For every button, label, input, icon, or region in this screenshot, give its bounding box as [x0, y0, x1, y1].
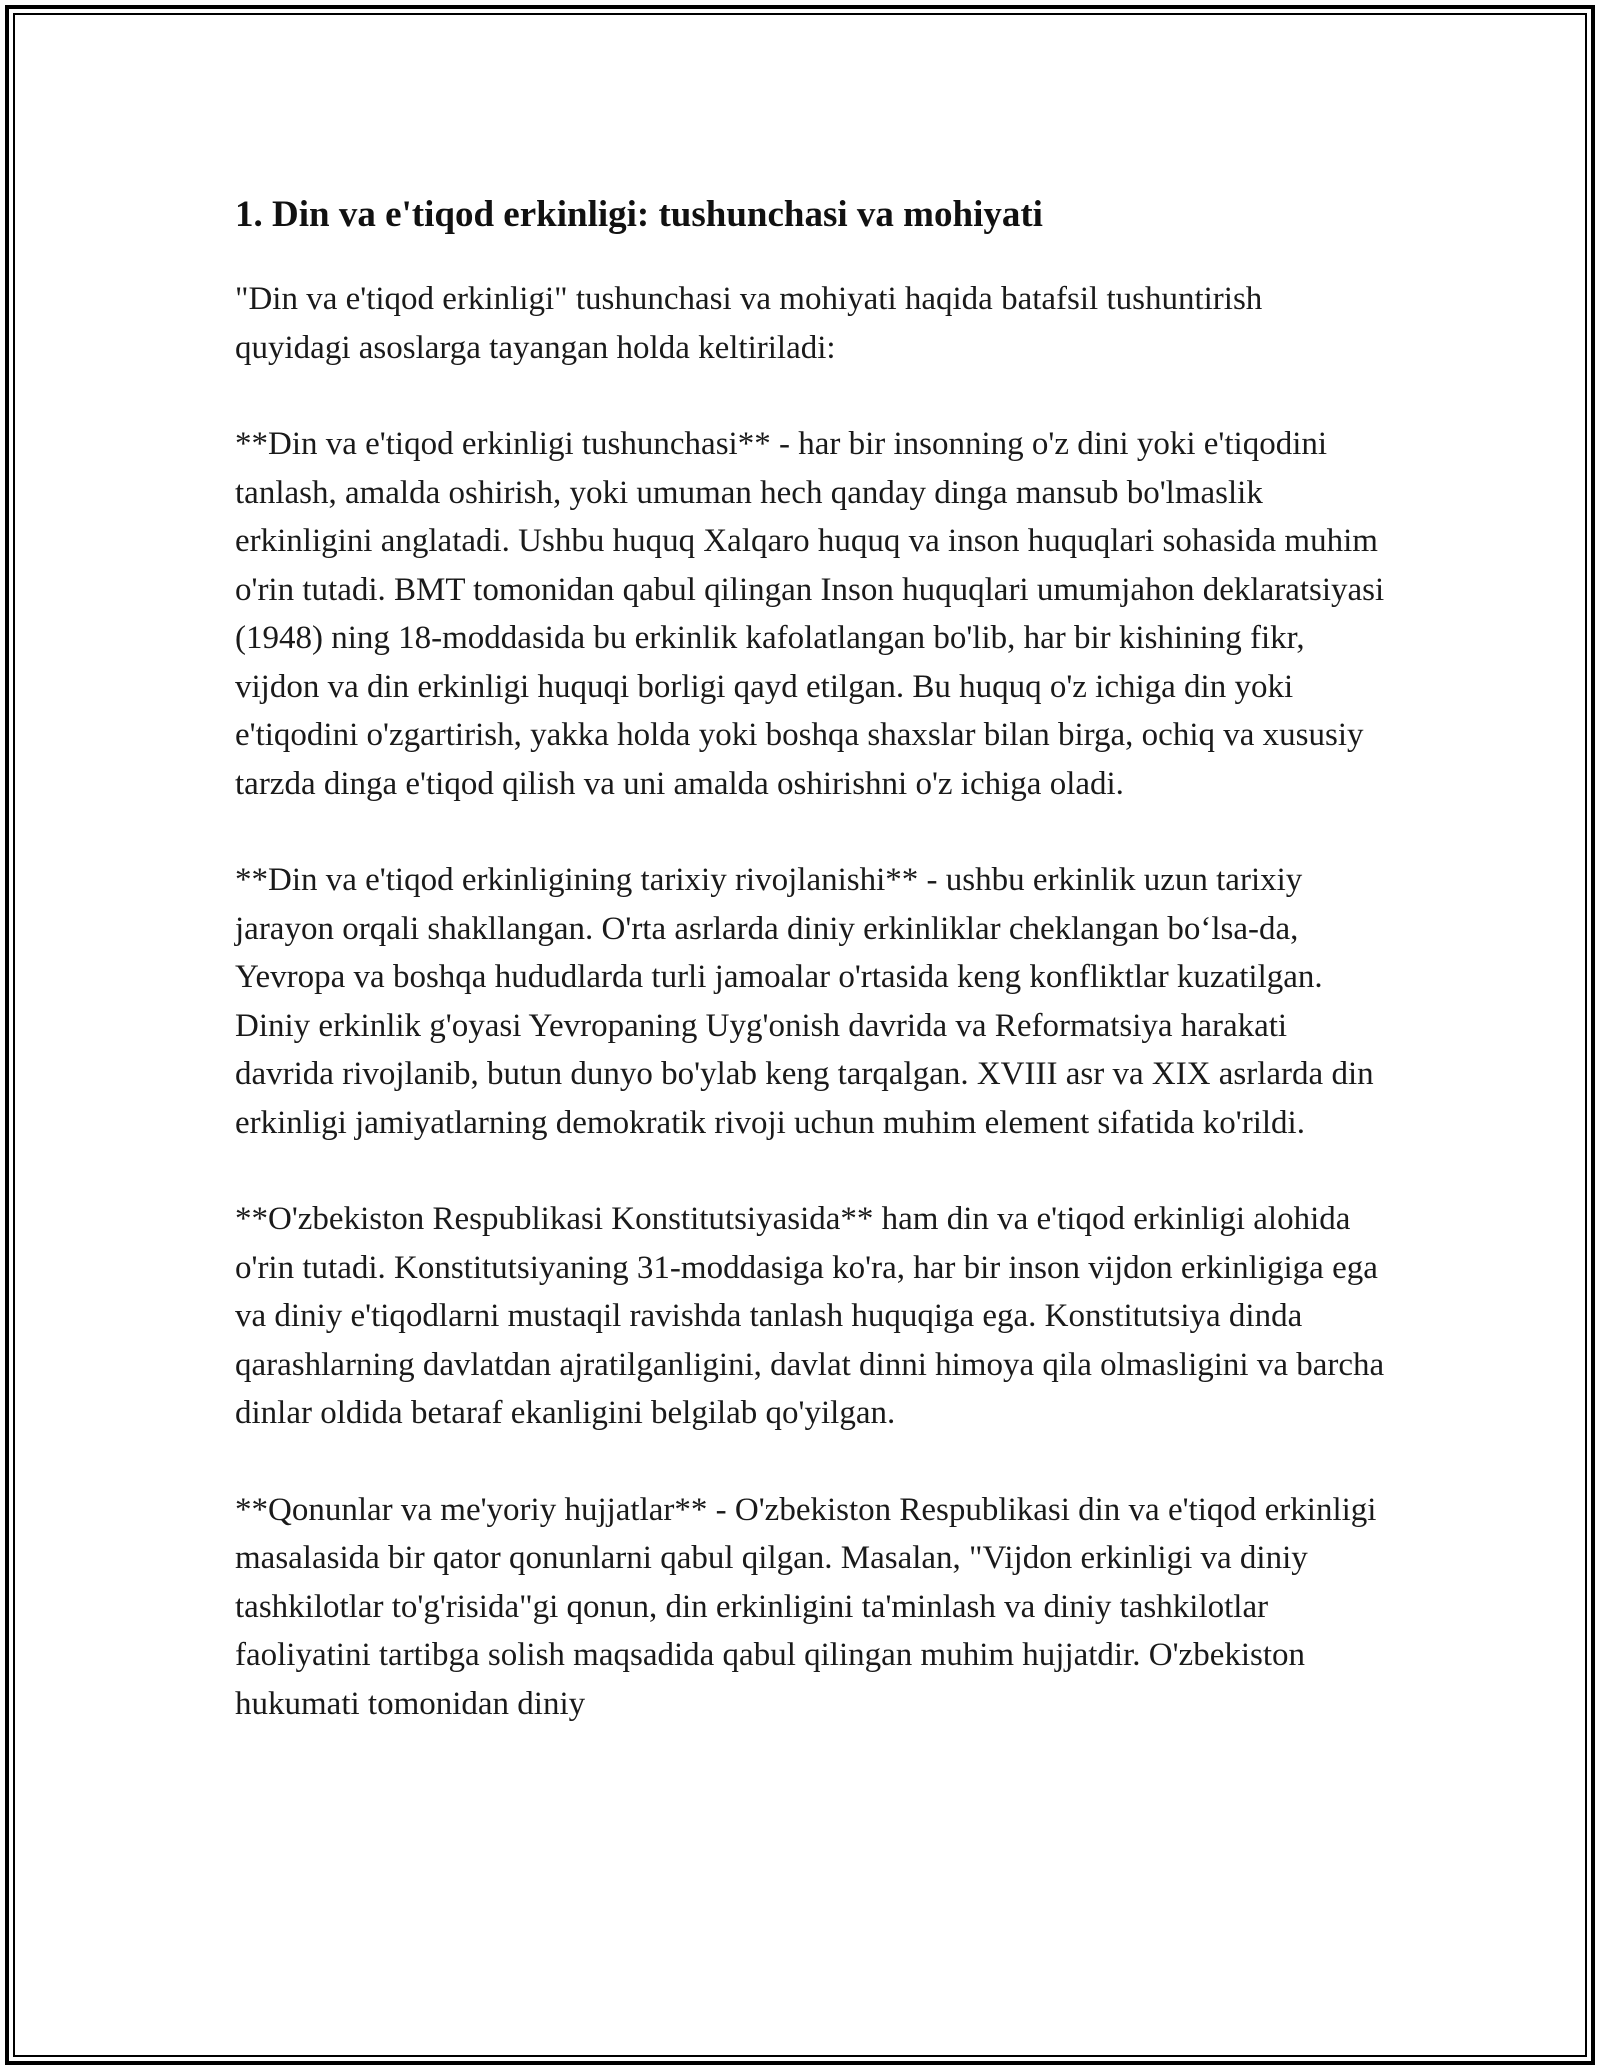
paragraph-constitution: **O'zbekiston Respublikasi Konstitutsiyasida** ham din va e'tiqod erkinligi alohida o'rin tutadi. Konstitutsiyaning 31-moddasiga ko'ra, har bir inson vijdon erkinligiga ega va diniy e'tiqodlarni mustaqil ravishda tanlash huquqiga ega. Konstitutsiya dinda qarashlarning davlatdan ajratilganligini, davlat dinni himoya qila olmasligini va barcha dinlar oldida betaraf ekanligini belgilab qo'yilgan. — [235, 1201, 1385, 1431]
section-heading: 1. Din va e'tiqod erkinligi: tushunchasi va mohiyati — [235, 194, 1043, 235]
paragraph-laws: **Qonunlar va me'yoriy hujjatlar** - O'zbekiston Respublikasi din va e'tiqod erkinligi masalasida bir qator qonunlarni qabul qilgan. Masalan, "Vijdon erkinligi va diniy tashkilotlar to'g'risida"gi qonun, din erkinligini ta'minlash va diniy tashkilotlar faoliyatini tartibga solish maqsadida qabul qilingan muhim hujjatdir. O'zbekiston hukumati tomonidan diniy — [235, 1491, 1377, 1722]
paragraph-history: **Din va e'tiqod erkinligining tarixiy rivojlanishi** - ushbu erkinlik uzun tarixiy jarayon orqali shakllangan. O'rta asrlarda diniy erkinliklar cheklangan bo‘lsa-da, Yevropa va boshqa hududlarda turli jamoalar o'rtasida keng konfliktlar kuzatilgan. Diniy erkinlik g'oyasi Yevropaning Uyg'onish davrida va Reformatsiya harakati davrida rivojlanib, butun dunyo bo'ylab keng tarqalgan. XVIII asr va XIX asrlarda din erkinligi jamiyatlarning demokratik rivoji uchun muhim element sifatida ko'rildi. — [235, 862, 1374, 1141]
document-body — [235, 185, 1385, 1776]
paragraph-intro: "Din va e'tiqod erkinligi" tushunchasi va mohiyati haqida batafsil tushuntirish quyidagi asoslarga tayangan holda keltiriladi: — [235, 281, 1263, 366]
paragraph-concept: **Din va e'tiqod erkinligi tushunchasi** - har bir insonning o'z dini yoki e'tiqodini tanlash, amalda oshirish, yoki umuman hech qanday dinga mansub bo'lmaslik erkinligini anglatadi. Ushbu huquq Xalqaro huquq va inson huquqlari sohasida muhim o'rin tutadi. BMT tomonidan qabul qilingan Inson huquqlari umumjahon deklaratsiyasi (1948) ning 18-moddasida bu erkinlik kafolatlangan bo'lib, har bir kishining fikr, vijdon va din erkinligi huquqi borligi qayd etilgan. Bu huquq o'z ichiga din yoki e'tiqodini o'zgartirish, yakka holda yoki boshqa shaxslar bilan birga, ochiq va xususiy tarzda dinga e'tiqod qilish va uni amalda oshirishni o'z ichiga oladi. — [235, 426, 1385, 802]
